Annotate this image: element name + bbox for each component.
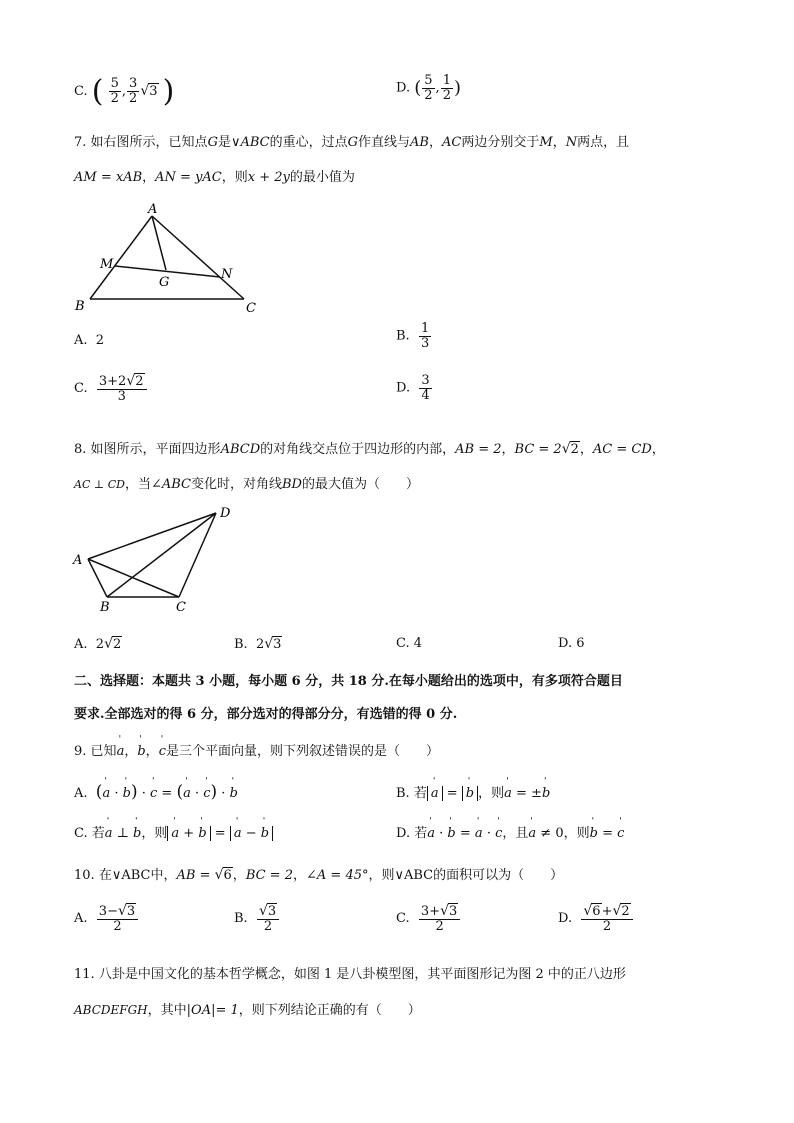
q10-option-d: D. $\frac{√6+√2}{2}$ (558, 904, 634, 933)
label-g: G (159, 275, 170, 290)
label-c: C (246, 301, 256, 316)
q7-triangle-figure (70, 200, 270, 318)
label-b: B (75, 299, 85, 314)
label-a: A (148, 202, 158, 217)
q10-option-c: C. $\frac{3+√3}{2}$ (396, 904, 461, 933)
section-heading-line2: 要求.全部选对的得 6 分，部分选对的得部分分，有选错的得 0 分. (74, 707, 458, 722)
q6-option-d: D. ( $\frac{5}{2}$ , $\frac{1}{2}$ ) (396, 73, 461, 103)
fraction: $\frac{1}{2}$ (442, 73, 451, 103)
label-m: M (100, 257, 114, 272)
q7-option-c: C. $\frac{3+2√2}{3}$ (74, 374, 148, 403)
q8-stem-line1: 8. 如图所示，平面四边形ABCD的对角线交点位于四边形的内部，AB = 2，BC = 2√2，AC = CD， (74, 441, 665, 457)
q11-stem-line1: 11. 八卦是中国文化的基本哲学概念，如图 1 是八卦模型图，其平面图形记为图 2 中的正八边形 (74, 967, 626, 982)
q6-option-c: C. ( $\frac{5}{2}$ , $\frac{3}{2}$ √3 ) (74, 74, 175, 109)
label-c: C (176, 600, 186, 615)
q9-option-a: A. (' a · ' b) · ' c = (' a · ' c) · ' b (74, 782, 238, 802)
q8-stem-line2: AC ⊥ CD，当∠ABC变化时，对角线BD的最大值为（ ） (74, 477, 419, 492)
label-b: B (100, 600, 110, 615)
q7-option-a: A. 2 (74, 333, 105, 348)
fraction: $\frac{5}{2}$ (424, 73, 433, 103)
fraction: $\frac{5}{2}$ (110, 76, 119, 106)
q8-quadrilateral-figure (70, 503, 250, 618)
q8-option-b: B. 2√3 (234, 636, 282, 652)
q7-option-b: B. $\frac{1}{3}$ (396, 321, 430, 351)
q11-stem-line2: ABCDEFGH，其中|OA|= 1，则下列结论正确的有（ ） (74, 1003, 421, 1018)
q7-stem-line1: 7. 如右图所示，已知点G是∨ABC的重心，过点G作直线与AB，AC两边分别交于M，N两点，且 (74, 135, 630, 150)
q8-option-a: A. 2√2 (74, 636, 122, 652)
q10-option-b: B. $\frac{√3}{2}$ (234, 904, 280, 933)
q7-stem-line2: AM = xAB，AN = yAC，则x + 2y的最小值为 (74, 170, 355, 185)
q10-stem: 10. 在∨ABC中，AB = √6，BC = 2，∠A = 45°，则∨ABC的面积可以为（ ） (74, 867, 564, 883)
label-a: A (73, 553, 83, 568)
q7-option-d: D. $\frac{3}{4}$ (396, 373, 430, 403)
label-n: N (221, 267, 233, 282)
q9-option-c: C. 若' a ⊥ ' b，则' a + ' b = ' a − ' b (74, 822, 273, 841)
fraction: $\frac{3}{2}$ (129, 76, 138, 106)
q10-option-a: A. $\frac{3-√3}{2}$ (74, 904, 139, 933)
q9-option-d: D. 若' a · ' b = ' a · ' c，且' a ≠ 0，则' b = ' c (396, 822, 624, 841)
q8-option-c: C. 4 (396, 636, 423, 651)
label-d: D (220, 506, 231, 521)
q8-option-d: D. 6 (558, 636, 585, 651)
q9-stem: 9. 已知' a，' b，' c是三个平面向量，则下列叙述错误的是（ ） (74, 740, 439, 759)
q9-option-b: B. 若' a = ' b ，则' a = ±' b (396, 782, 550, 801)
section-heading-line1: 二、选择题：本题共 3 小题，每小题 6 分，共 18 分.在每小题给出的选项中，有多项符合题目 (74, 674, 623, 689)
